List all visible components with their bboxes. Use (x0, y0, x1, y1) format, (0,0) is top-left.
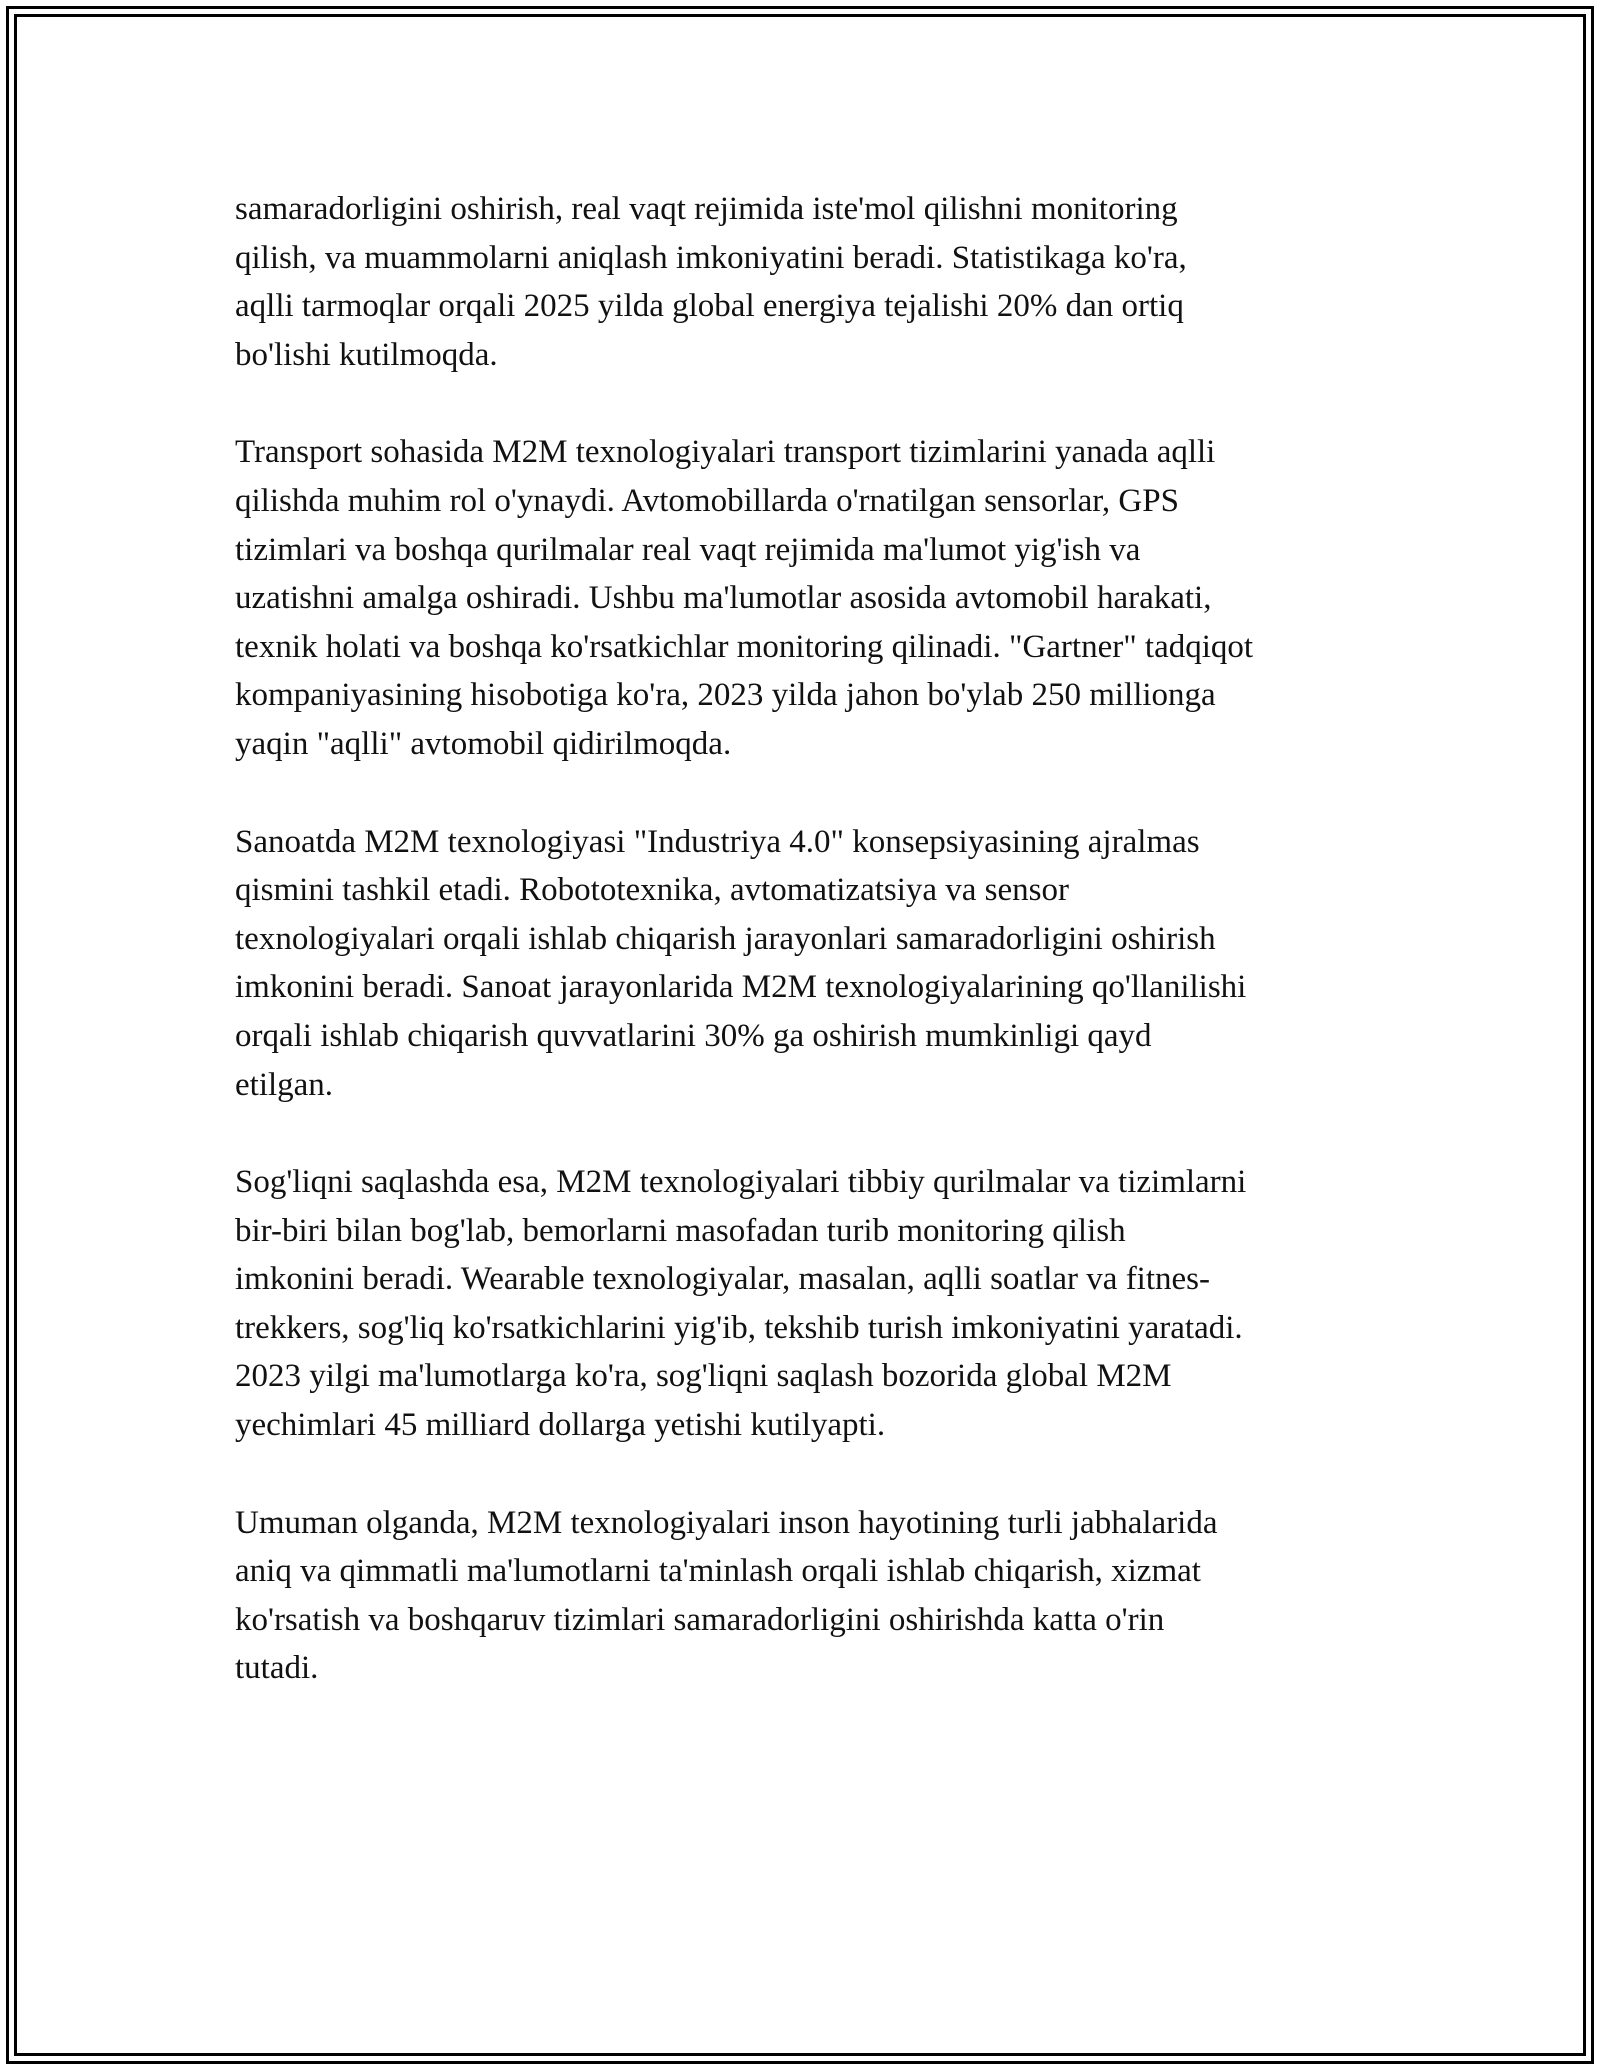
paragraph-industry: Sanoatda M2M texnologiyasi "Industriya 4.0" konsepsiyasining ajralmas qismini tashkil etadi. Robototexnika, avtomatizatsiya va sensor texnologiyalari orqali ishlab chiqarish jarayonlari samaradorligini oshirish imkonini beradi. Sanoat jarayonlarida M2M texnologiyalarining qo'llanilishi orqali ishlab chiqarish quvvatlarini 30% ga oshirish mumkinligi qayd etilgan. (235, 823, 1247, 1103)
document-body (235, 185, 1375, 1742)
paragraph-conclusion: Umuman olganda, M2M texnologiyalari inson hayotining turli jabhalarida aniq va qimmatli ma'lumotlarni ta'minlash orqali ishlab chiqarish, xizmat ko'rsatish va boshqaruv tizimlari samaradorligini oshirishda katta o'rin tutadi. (235, 1504, 1218, 1687)
paragraph-energy: samaradorligini oshirish, real vaqt rejimida iste'mol qilishni monitoring qilish, va muammolarni aniqlash imkoniyatini beradi. Statistikaga ko'ra, aqlli tarmoqlar orqali 2025 yilda global energiya tejalishi 20% dan ortiq bo'lishi kutilmoqda. (235, 191, 1187, 373)
paragraph-transport: Transport sohasida M2M texnologiyalari transport tizimlarini yanada aqlli qilishda muhim rol o'ynaydi. Avtomobillarda o'rnatilgan sensorlar, GPS tizimlari va boshqa qurilmalar real vaqt rejimida ma'lumot yig'ish va uzatishni amalga oshiradi. Ushbu ma'lumotlar asosida avtomobil harakati, texnik holati va boshqa ko'rsatkichlar monitoring qilinadi. "Gartner" tadqiqot kompaniyasining hisobotiga ko'ra, 2023 yilda jahon bo'ylab 250 millionga yaqin "aqlli" avtomobil qidirilmoqda. (235, 434, 1254, 762)
paragraph-healthcare: Sog'liqni saqlashda esa, M2M texnologiyalari tibbiy qurilmalar va tizimlarni bir-biri bilan bog'lab, bemorlarni masofadan turib monitoring qilish imkonini beradi. Wearable texnologiyalar, masalan, aqlli soatlar va fitnes- trekkers, sog'liq ko'rsatkichlarini yig'ib, tekshib turish imkoniyatini yaratadi. 2023 yilgi ma'lumotlarga ko'ra, sog'liqni saqlash bozorida global M2M yechimlari 45 milliard dollarga yetishi kutilyapti. (235, 1164, 1247, 1444)
